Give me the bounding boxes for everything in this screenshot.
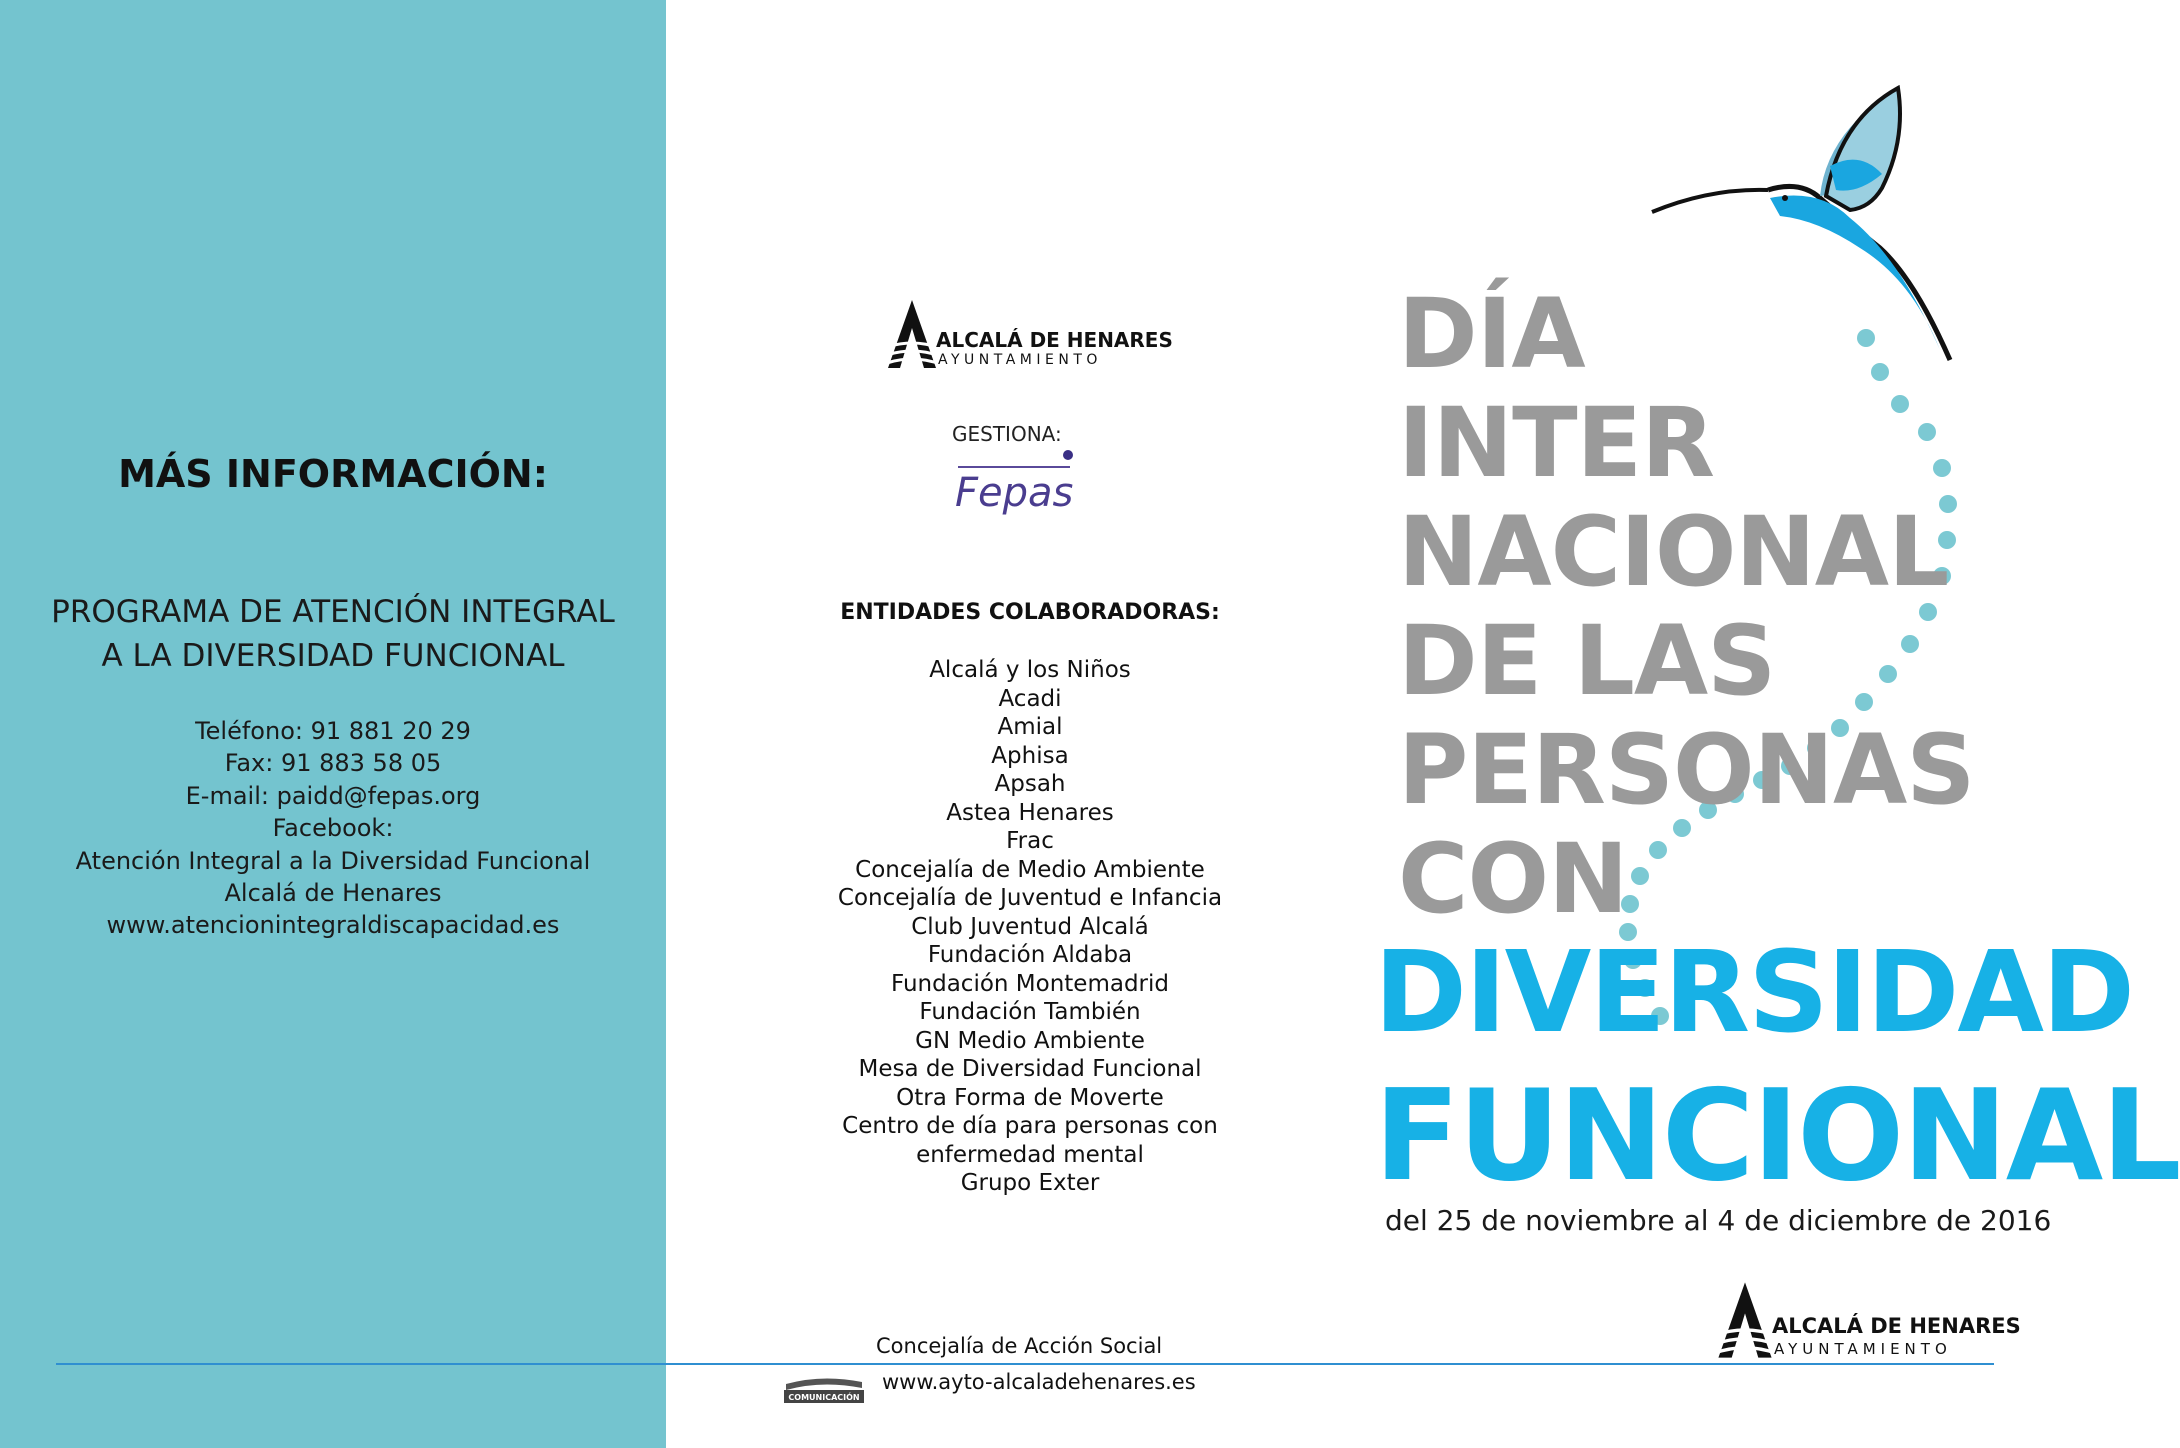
gestiona-label: GESTIONA: [952,422,1062,446]
alcala-logo-top [884,298,1173,370]
footer-website-link[interactable]: www.ayto-alcaladehenares.es [882,1370,1196,1394]
logo-subtitle: AYUNTAMIENTO [1774,1340,1952,1358]
facebook-label: Facebook: [272,814,394,843]
list-item: Alcalá y los Niños [929,657,1131,683]
list-item: Club Juventud Alcalá [911,913,1149,940]
list-item: enfermedad mental [916,1141,1144,1168]
list-item: Centro de día para personas con [842,1113,1218,1139]
list-item: Concejalía de Juventud e Infancia [837,885,1223,911]
footer-rule [56,1363,1994,1365]
list-item: Aphisa [991,742,1069,769]
list-item: Fundación También [919,999,1141,1025]
list-item: Amial [997,714,1063,740]
fepas-dot [1063,450,1073,460]
title-line-de-las: DE LAS [1398,605,1776,717]
footer-department: Concejalía de Acción Social [876,1334,1163,1358]
logo-name: ALCALÁ DE HENARES [1772,1314,2021,1338]
list-item: Acadi [998,685,1062,712]
alcala-logo-icon [1714,1280,1776,1360]
event-dates: del 25 de noviembre al 4 de diciembre de 2016 [1385,1204,2052,1237]
list-item: Apsah [994,771,1066,797]
title-line-personas: PERSONAS [1398,714,1975,826]
phone-text: Teléfono: 91 881 20 29 [195,717,471,745]
facebook-page-name: Atención Integral a la Diversidad Funcional [75,846,591,875]
alcala-logo-icon [884,298,940,370]
list-item: Frac [1006,828,1054,854]
info-panel [0,0,666,1448]
facebook-page-city: Alcalá de Henares [224,879,442,908]
list-item: Grupo Exter [960,1170,1100,1196]
title-line-con: CON [1398,823,1628,935]
title-line-funcional: FUNCIONAL [1374,1062,2180,1209]
logo-subtitle: AYUNTAMIENTO [938,352,1102,368]
comunicacion-badge-icon [782,1376,866,1406]
badge-label: COMUNICACIÓN [788,1393,860,1402]
list-item: Mesa de Diversidad Funcional [858,1056,1202,1082]
more-info-title: MÁS INFORMACIÓN: [118,452,548,496]
title-line-diversidad: DIVERSIDAD [1374,928,2134,1058]
email-link[interactable]: E-mail: paidd@fepas.org [185,781,481,810]
logo-name: ALCALÁ DE HENARES [936,328,1173,352]
list-item: Otra Forma de Moverte [896,1084,1164,1111]
program-title [0,590,666,678]
list-item: Fundación Aldaba [927,942,1133,968]
fepas-line [958,466,1070,468]
website-link[interactable]: www.atencionintegraldiscapacidad.es [106,911,560,940]
list-item: GN Medio Ambiente [915,1027,1145,1054]
list-item: Fundación Montemadrid [890,970,1170,997]
alcala-logo-bottom [1714,1280,2021,1360]
entities-title: ENTIDADES COLABORADORAS: [840,600,1220,625]
title-line-dia: DÍA [1398,278,1585,390]
list-item: Astea Henares [946,799,1114,826]
title-line-nacional: NACIONAL [1398,496,1949,608]
title-line-inter: INTER [1398,387,1715,499]
fepas-logo: Fepas [955,470,1074,516]
program-line: PROGRAMA DE ATENCIÓN INTEGRAL [51,594,615,630]
list-item: Concejalía de Medio Ambiente [855,856,1205,883]
contact-block [0,715,666,942]
entities-list [810,656,1250,1198]
fax-text: Fax: 91 883 58 05 [224,749,442,778]
program-line: A LA DIVERSIDAD FUNCIONAL [101,638,565,674]
